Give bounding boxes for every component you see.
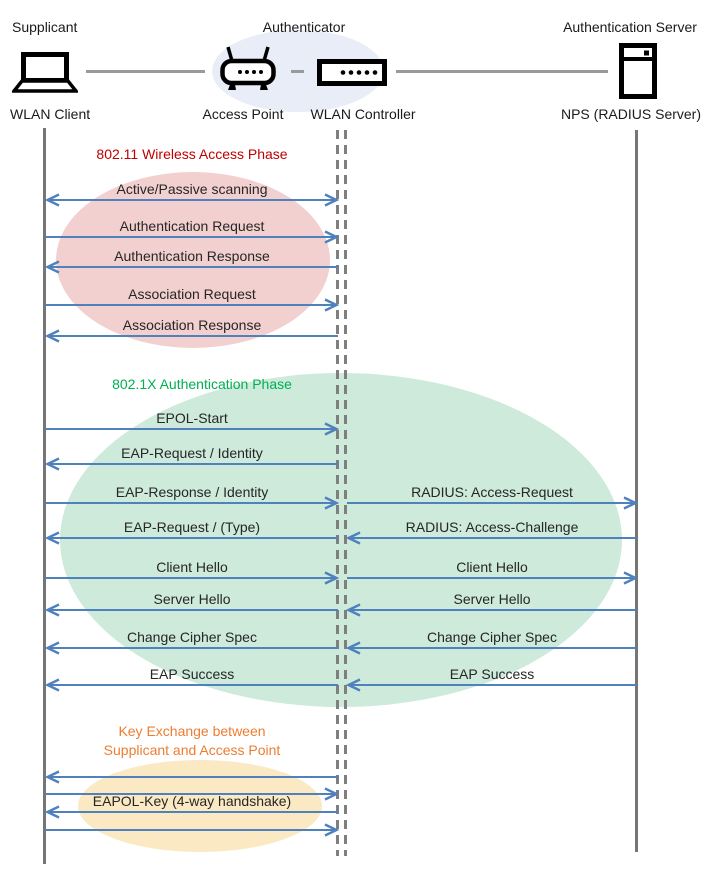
controller-server-message-label: Change Cipher Spec xyxy=(427,629,557,645)
client-controller-message-arrow xyxy=(46,770,338,784)
client-controller-message-label: EAP-Request / Identity xyxy=(121,445,263,461)
ap-to-controller-line xyxy=(291,70,304,73)
controller-server-message-label: EAP Success xyxy=(449,666,535,682)
wlan-controller-label: WLAN Controller xyxy=(310,106,416,122)
controller-server-message-label: RADIUS: Access-Challenge xyxy=(405,519,579,535)
phase-dot1x-title: 802.1X Authentication Phase xyxy=(112,376,292,392)
client-controller-message-label: Active/Passive scanning xyxy=(116,181,268,197)
phase-key-exchange-title-line2: Supplicant and Access Point xyxy=(103,742,281,758)
wlan-client-label: WLAN Client xyxy=(10,106,91,122)
client-to-ap-line xyxy=(86,70,205,73)
phase-key-exchange-title-line1: Key Exchange between xyxy=(118,723,266,739)
client-controller-message-label: EAP Success xyxy=(149,666,235,682)
access-point-label: Access Point xyxy=(202,106,284,122)
client-controller-message-label: EPOL-Start xyxy=(156,410,228,426)
client-controller-message-arrow xyxy=(46,823,338,837)
authentication-server-label: Authentication Server xyxy=(563,19,697,35)
client-controller-message-label: Client Hello xyxy=(156,559,228,575)
phase-key-exchange-title xyxy=(46,722,338,760)
laptop-icon xyxy=(12,52,78,94)
wlan-controller-icon xyxy=(317,59,387,86)
client-controller-message-label: Change Cipher Spec xyxy=(127,629,257,645)
client-controller-message-label: EAPOL-Key (4-way handshake) xyxy=(92,793,292,809)
controller-to-server-line xyxy=(396,70,608,73)
nps-radius-server-label: NPS (RADIUS Server) xyxy=(560,106,702,122)
access-point-icon xyxy=(218,46,278,92)
controller-server-message-label: Server Hello xyxy=(453,591,531,607)
client-controller-message-label: Server Hello xyxy=(153,591,231,607)
client-controller-message-label: Authentication Response xyxy=(114,248,270,264)
supplicant-label: Supplicant xyxy=(12,19,78,35)
controller-server-message-label: Client Hello xyxy=(456,559,528,575)
client-controller-message-label: EAP-Response / Identity xyxy=(115,484,269,500)
authenticator-label: Authenticator xyxy=(262,19,346,35)
client-controller-message-label: Association Response xyxy=(122,317,262,333)
server-icon xyxy=(619,43,657,99)
phase-wireless-title: 802.11 Wireless Access Phase xyxy=(96,146,288,162)
client-controller-message-label: EAP-Request / (Type) xyxy=(123,519,261,535)
client-controller-message-label: Association Request xyxy=(128,286,256,302)
client-controller-message-label: Authentication Request xyxy=(119,218,265,234)
controller-server-message-label: RADIUS: Access-Request xyxy=(411,484,573,500)
